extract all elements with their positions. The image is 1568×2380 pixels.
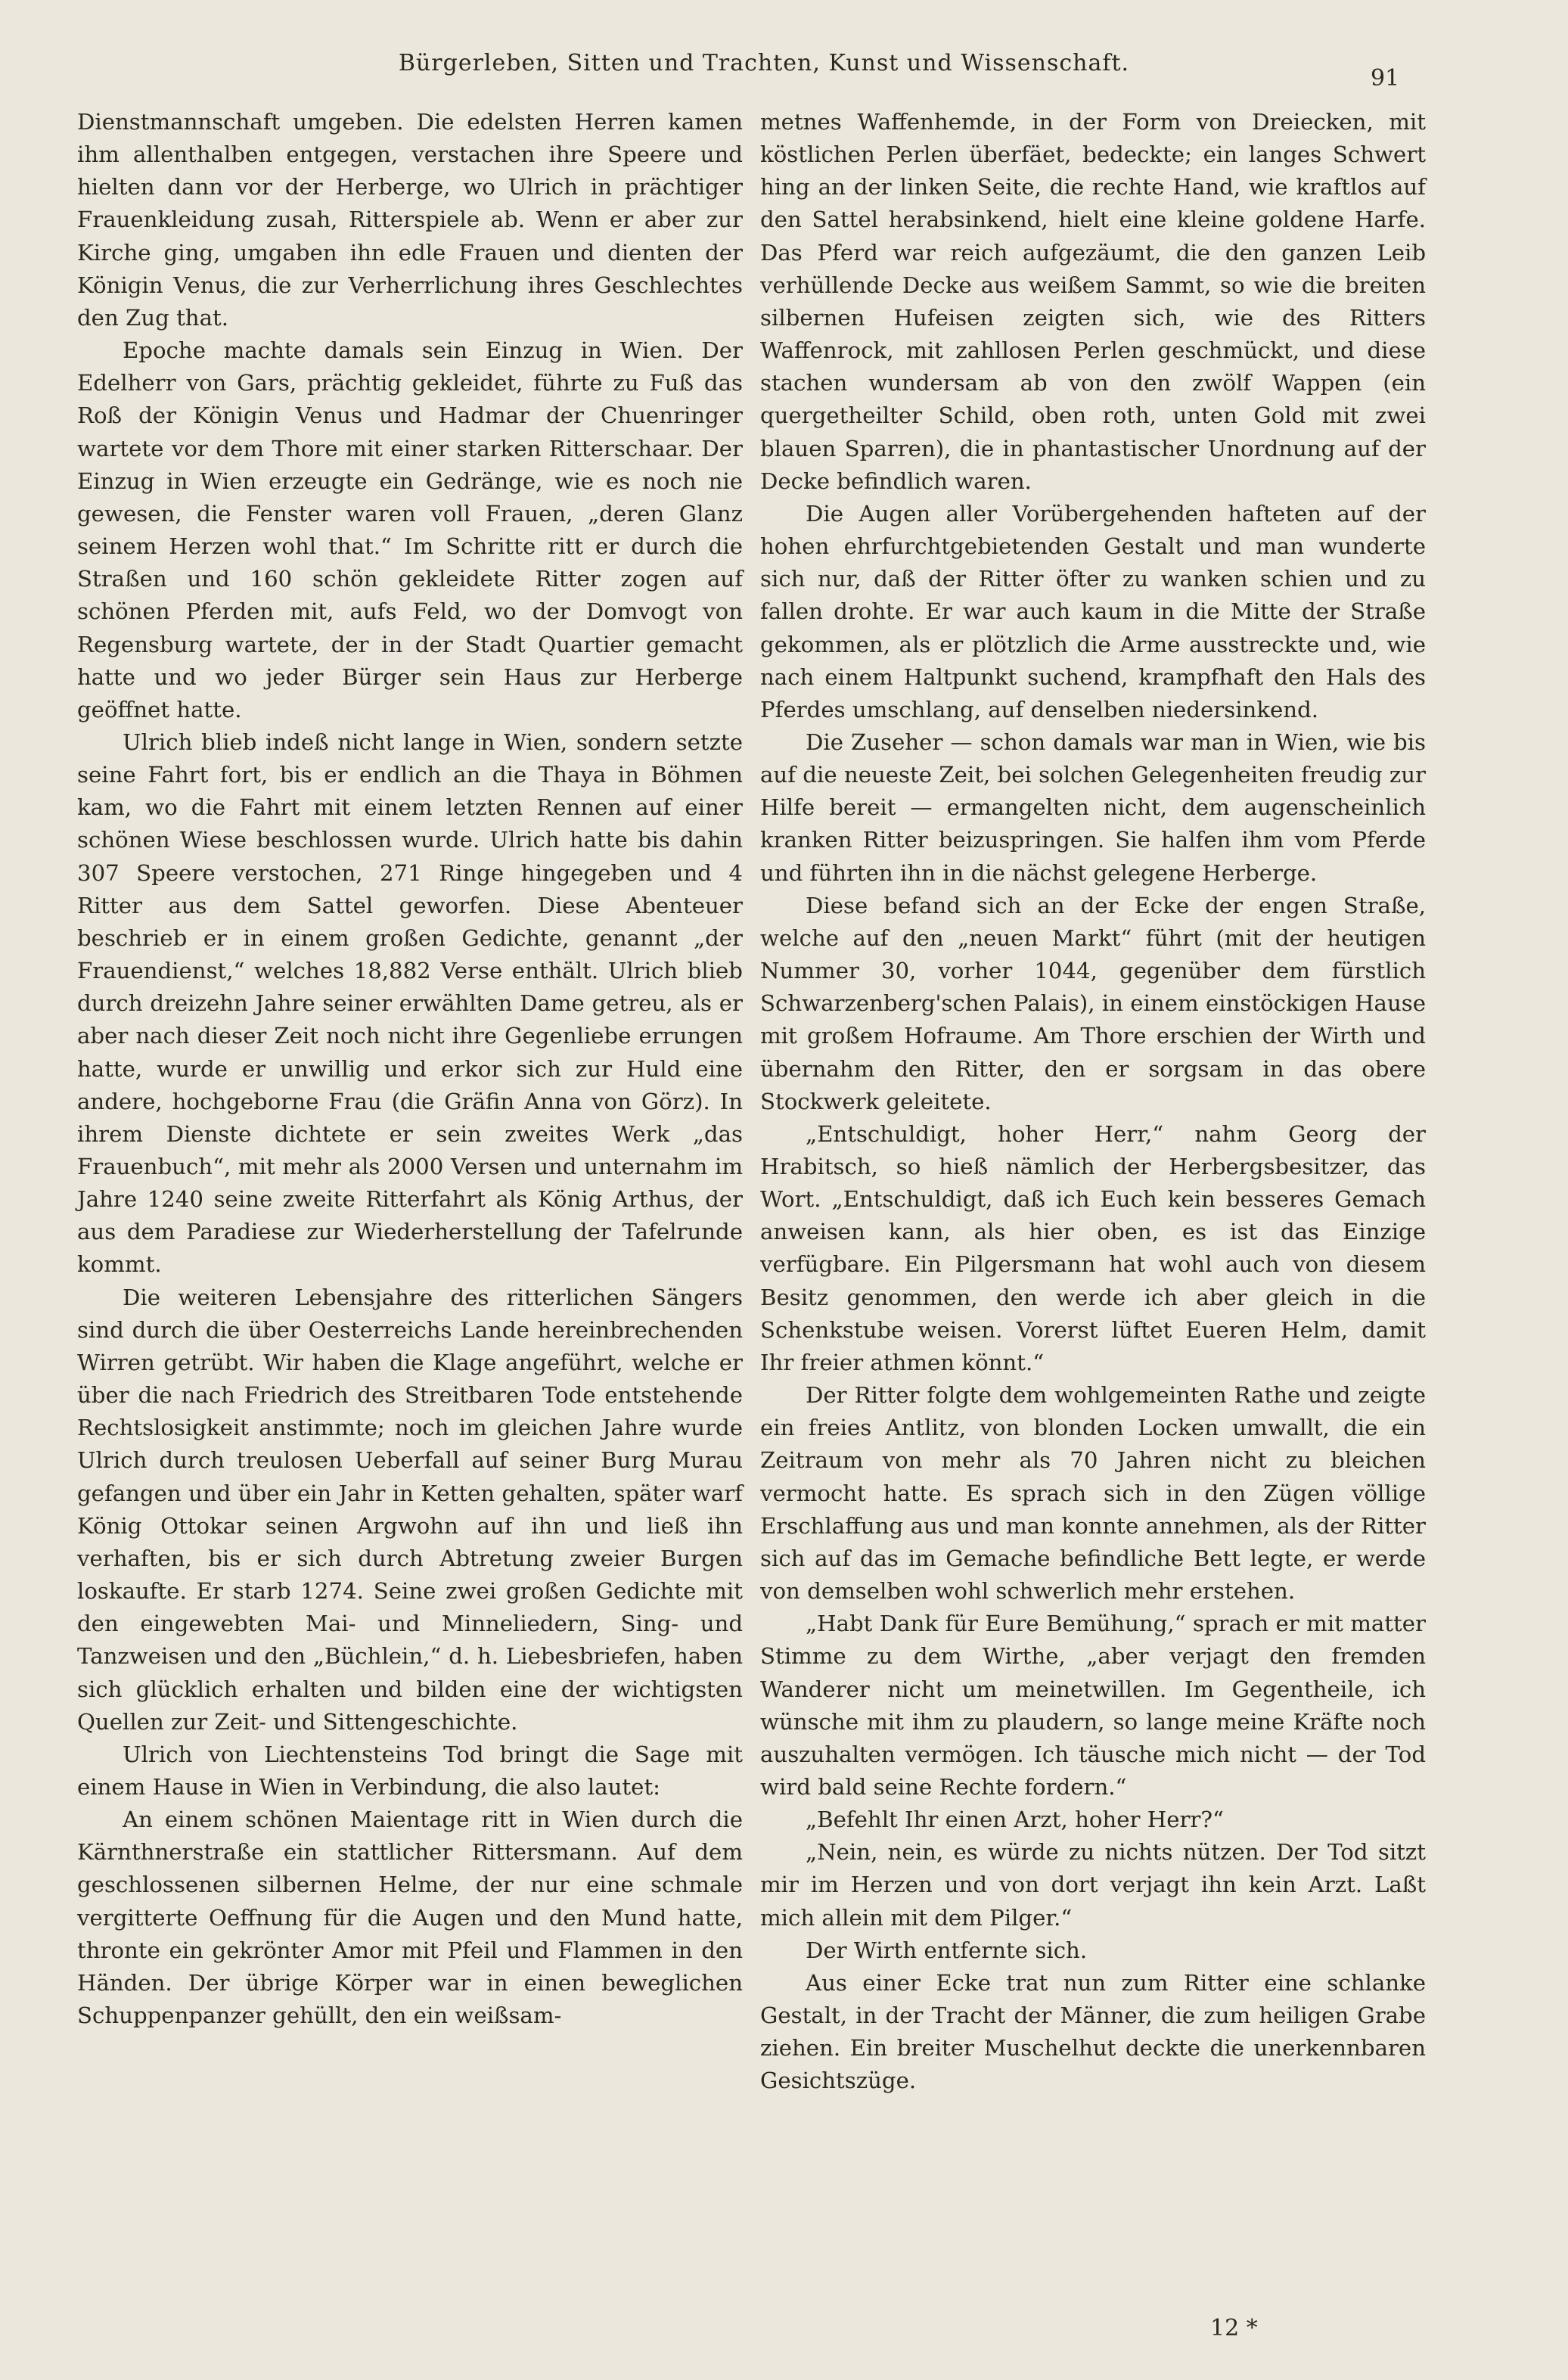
paragraph: Ulrich blieb indeß nicht lange in Wien, sondern setzte seine Fahrt fort, bis er endlich an die Thaya in Böhmen kam, wo die Fahrt mit einem letzten Rennen auf einer schönen Wiese beschlossen wurde. Ulrich hatte bis dahin 307 Speere verstochen, 271 Ringe hingegeben und 4 Ritter aus dem Sattel geworfen. Diese Abenteuer beschrieb er in einem großen Gedichte, genannt „der Frauendienst,“ welches 18,882 Verse enthält. Ulrich blieb durch dreizehn Jahre seiner erwählten Dame getreu, als er aber nach dieser Zeit noch nicht ihre Gegenliebe errungen hatte, wurde er unwillig und erkor sich zur Huld eine andere, hochgeborne Frau (die Gräfin Anna von Görz). In ihrem Dienste dichtete er sein zweites Werk „das Frauenbuch“, mit mehr als 2000 Versen und unternahm im Jahre 1240 seine zweite Ritterfahrt als König Arthus, der aus dem Paradiese zur Wiederherstellung der Tafelrunde kommt. (77, 729, 743, 1278)
paragraph: metnes Waffenhemde, in der Form von Dreiecken, mit köstlichen Perlen überfäet, bedeckte; ein langes Schwert hing an der linken Seite, die rechte Hand, wie kraftlos auf den Sattel herabsinkend, hielt eine kleine goldene Harfe. Das Pferd war reich aufgezäumt, die den ganzen Leib verhüllende Decke aus weißem Sammt, so wie die breiten silbernen Hufeisen zeigten sich, wie des Ritters Waffenrock, mit zahllosen Perlen geschmückt, und diese stachen wundersam ab von den zwölf Wappen (ein quergetheilter Schild, oben roth, unten Gold mit zwei blauen Sparren), die in phantastischer Unordnung auf der Decke befindlich waren. (760, 109, 1426, 494)
paragraph: Die weiteren Lebensjahre des ritterlichen Sängers sind durch die über Oesterreichs Lande hereinbrechenden Wirren getrübt. Wir haben die Klage angeführt, welche er über die nach Friedrich des Streitbaren Tode entstehende Rechtslosigkeit anstimmte; noch im gleichen Jahre wurde Ulrich durch treulosen Ueberfall auf seiner Burg Murau gefangen und über ein Jahr in Ketten gehalten, später warf König Ottokar seinen Argwohn auf ihn und ließ ihn verhaften, bis er sich durch Abtretung zweier Burgen loskaufte. Er starb 1274. Seine zwei großen Gedichte mit den eingewebten Mai- und Minneliedern, Sing- und Tanzweisen und den „Büchlein,“ d. h. Liebesbriefen, haben sich glücklich erhalten und bilden eine der wichtigsten Quellen zur Zeit- und Sittengeschichte. (77, 1284, 743, 1735)
paragraph: Ulrich von Liechtensteins Tod bringt die Sage mit einem Hause in Wien in Verbindung, die also lautet: (77, 1741, 743, 1800)
page-number: 91 (1371, 65, 1400, 92)
paragraph: Der Ritter folgte dem wohlgemeinten Rathe und zeigte ein freies Antlitz, von blonden Locken umwallt, die ein Zeitraum von mehr als 70 Jahren nicht zu bleichen vermocht hatte. Es sprach sich in den Zügen völlige Erschlaffung aus und man konnte annehmen, als der Ritter sich auf das im Gemache befindliche Bett legte, er werde von demselben wohl schwerlich mehr erstehen. (760, 1382, 1426, 1605)
left-column (77, 106, 743, 2032)
paragraph: „Befehlt Ihr einen Arzt, hoher Herr?“ (806, 1807, 1224, 1833)
paragraph: Epoche machte damals sein Einzug in Wien. Der Edelherr von Gars, prächtig gekleidet, führte zu Fuß das Roß der Königin Venus und Hadmar der Chuenringer wartete vor dem Thore mit einer starken Ritterschaar. Der Einzug in Wien erzeugte ein Gedränge, wie es noch nie gewesen, die Fenster waren voll Frauen, „deren Glanz seinem Herzen wohl that.“ Im Schritte ritt er durch die Straßen und 160 schön gekleidete Ritter zogen auf schönen Pferden mit, aufs Feld, wo der Domvogt von Regensburg wartete, der in der Stadt Quartier gemacht hatte und wo jeder Bürger sein Haus zur Herberge geöffnet hatte. (77, 337, 743, 722)
paragraph: Aus einer Ecke trat nun zum Ritter eine schlanke Gestalt, in der Tracht der Männer, die zum heiligen Grabe ziehen. Ein breiter Muschelhut deckte die unerkennbaren Gesichtszüge. (760, 1969, 1426, 2094)
paragraph: „Entschuldigt, hoher Herr,“ nahm Georg der Hrabitsch, so hieß nämlich der Herbergsbesitzer, das Wort. „Entschuldigt, daß ich Euch kein besseres Gemach anweisen kann, als hier oben, es ist das Einzige verfügbare. Ein Pilgersmann hat wohl auch von diesem Besitz genommen, den werde ich aber gleich in die Schenkstube weisen. Vorerst lüftet Eueren Helm, damit Ihr freier athmen könnt.“ (760, 1120, 1426, 1375)
paragraph: Diese befand sich an der Ecke der engen Straße, welche auf den „neuen Markt“ führt (mit der heutigen Nummer 30, vorher 1044, gegenüber dem fürstlich Schwarzenberg'schen Palais), in einem einstöckigen Hause mit großem Hofraume. Am Thore erschien der Wirth und übernahm den Ritter, den er sorgsam in das obere Stockwerk geleitete. (760, 892, 1426, 1114)
paragraph: Der Wirth entfernte sich. (806, 1937, 1088, 1963)
signature-mark: 12 * (1210, 2315, 1258, 2341)
running-head: Bürgerleben, Sitten und Trachten, Kunst und Wissenschaft. (398, 50, 1130, 76)
paragraph: Dienstmannschaft umgeben. Die edelsten Herren kamen ihm allenthalben entgegen, verstachen ihre Speere und hielten dann vor der Herberge, wo Ulrich in prächtiger Frauenkleidung zusah, Ritterspiele ab. Wenn er aber zur Kirche ging, umgaben ihn edle Frauen und dienten der Königin Venus, die zur Verherrlichung ihres Geschlechtes den Zug that. (77, 109, 743, 331)
paragraph: „Nein, nein, es würde zu nichts nützen. Der Tod sitzt mir im Herzen und von dort verjagt ihn kein Arzt. Laßt mich allein mit dem Pilger.“ (760, 1839, 1426, 1931)
paragraph: Die Zuseher — schon damals war man in Wien, wie bis auf die neueste Zeit, bei solchen Gelegenheiten freudig zur Hilfe bereit — ermangelten nicht, dem augenscheinlich kranken Ritter beizuspringen. Sie halfen ihm vom Pferde und führten ihn in die nächst gelegene Herberge. (760, 729, 1426, 886)
paragraph: Die Augen aller Vorübergehenden hafteten auf der hohen ehrfurchtgebietenden Gestalt und man wunderte sich nur, daß der Ritter öfter zu wanken schien und zu fallen drohte. Er war auch kaum in die Mitte der Straße gekommen, als er plötzlich die Arme ausstreckte und, wie nach einem Haltpunkt suchend, krampfhaft den Hals des Pferdes umschlang, auf denselben niedersinkend. (760, 500, 1426, 722)
right-column (760, 106, 1426, 2098)
paragraph: „Habt Dank für Eure Bemühung,“ sprach er mit matter Stimme zu dem Wirthe, „aber verjagt den fremden Wanderer nicht um meinetwillen. Im Gegentheile, ich wünsche mit ihm zu plaudern, so lange meine Kräfte noch auszuhalten vermögen. Ich täusche mich nicht — der Tod wird bald seine Rechte fordern.“ (760, 1611, 1426, 1800)
paragraph: An einem schönen Maientage ritt in Wien durch die Kärnthnerstraße ein stattlicher Rittersmann. Auf dem geschlossenen silbernen Helme, der nur eine schmale vergitterte Oeffnung für die Augen und den Mund hatte, thronte ein gekrönter Amor mit Pfeil und Flammen in den Händen. Der übrige Körper war in einen beweglichen Schuppenpanzer gehüllt, den ein weißsam- (77, 1807, 743, 2029)
